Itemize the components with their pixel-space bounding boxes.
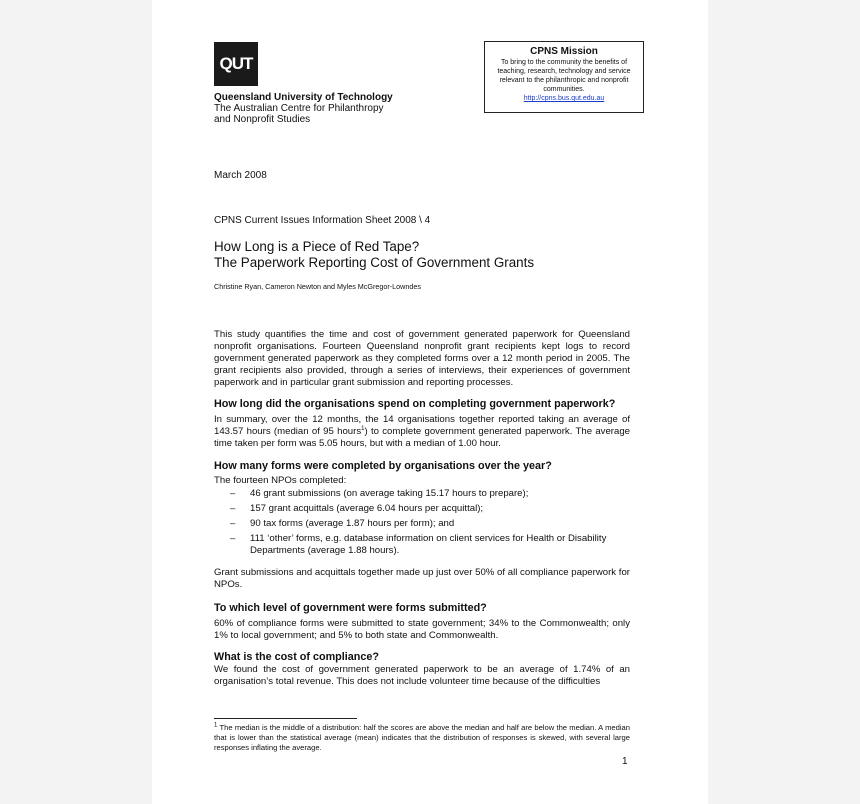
list-item-text: 111 ‘other’ forms, e.g. database information on client services for Health or Disability Departments (average 1.88 hours). <box>250 533 607 556</box>
list-dash: – <box>230 518 236 529</box>
mission-title: CPNS Mission <box>530 46 598 57</box>
section-text-cost: We found the cost of government generated paperwork to be an average of 1.74% of an organisation’s total revenue. This does not include volunteer time because of the difficulties <box>214 664 630 687</box>
footnote-marker: 1 <box>214 722 218 729</box>
sheet-label: CPNS Current Issues Information Sheet 2008 \ 4 <box>214 215 431 226</box>
university-name: Queensland University of Technology <box>214 92 393 103</box>
footnote-ref: 1 <box>361 425 365 432</box>
mission-text: To bring to the community the benefits of teaching, research, technology and service relevant to the philanthropic and nonprofit communities. <box>497 59 631 93</box>
list-item-text: 157 grant acquittals (average 6.04 hours per acquittal); <box>250 503 484 514</box>
section-heading-level: To which level of government were forms submitted? <box>214 602 487 614</box>
list-item-text: 90 tax forms (average 1.87 hours per form); and <box>250 518 455 529</box>
forms-closing: Grant submissions and acquittals together made up just over 50% of all compliance paperwork for NPOs. <box>214 567 630 590</box>
qut-logo-block <box>214 42 394 124</box>
intro-paragraph: This study quantifies the time and cost of government generated paperwork for Queensland nonprofit organisations. Fourteen Queensland nonprofit grant recipients kept logs to record government generated paperwork as they completed forms over a 12 month period in 2005. The grant recipients also provided, through a series of interviews, their experiences of government paperwork and in particular grant submission and reporting processes. <box>214 329 630 388</box>
mission-link[interactable]: http://cpns.bus.qut.edu.au <box>523 95 605 102</box>
document-date: March 2008 <box>214 170 267 181</box>
section-text-time-b: ) to complete government generated paperwork. The average time taken per form was 5.05 hours, but with a median of 1.00 hour. <box>214 426 631 449</box>
list-item-text: 46 grant submissions (on average taking 15.17 hours to prepare); <box>250 488 529 499</box>
section-heading-cost: What is the cost of compliance? <box>214 651 379 663</box>
section-text-time-a: In summary, over the 12 months, the 14 organisations together reported taking an average of 143.57 hours (median of 95 hours <box>214 414 630 437</box>
forms-lead: The fourteen NPOs completed: <box>214 475 347 486</box>
forms-list <box>230 488 630 560</box>
section-text-time <box>214 414 630 450</box>
title-line-2: The Paperwork Reporting Cost of Government Grants <box>214 255 535 270</box>
list-dash: – <box>230 533 236 544</box>
title-line-1: How Long is a Piece of Red Tape? <box>214 239 420 254</box>
list-dash: – <box>230 503 236 514</box>
footnote-divider <box>214 718 357 719</box>
page-title <box>214 239 534 271</box>
centre-name <box>214 103 384 125</box>
list-dash: – <box>230 488 236 499</box>
list-item <box>230 518 630 530</box>
footnote-text: The median is the middle of a distribution: half the scores are above the median and half are below the median. A median that is lower than the statistical average (mean) indicates that the distribution of responses is skewed, with several large responses inflating the average. <box>214 723 630 752</box>
page-number: 1 <box>622 756 628 767</box>
list-item <box>230 488 630 500</box>
qut-logo: QUT <box>214 42 258 86</box>
section-heading-forms: How many forms were completed by organisations over the year? <box>214 460 552 472</box>
centre-name-line2: and Nonprofit Studies <box>214 114 311 125</box>
section-text-level: 60% of compliance forms were submitted to state government; 34% to the Commonwealth; only 1% to local government; and 5% to both state and Commonwealth. <box>214 618 630 641</box>
footnote <box>214 723 630 753</box>
authors: Christine Ryan, Cameron Newton and Myles McGregor-Lowndes <box>214 282 421 291</box>
centre-name-line1: The Australian Centre for Philanthropy <box>214 103 384 114</box>
section-heading-time: How long did the organisations spend on completing government paperwork? <box>214 398 616 410</box>
list-item <box>230 503 630 515</box>
mission-box <box>484 41 644 113</box>
list-item <box>230 533 630 557</box>
